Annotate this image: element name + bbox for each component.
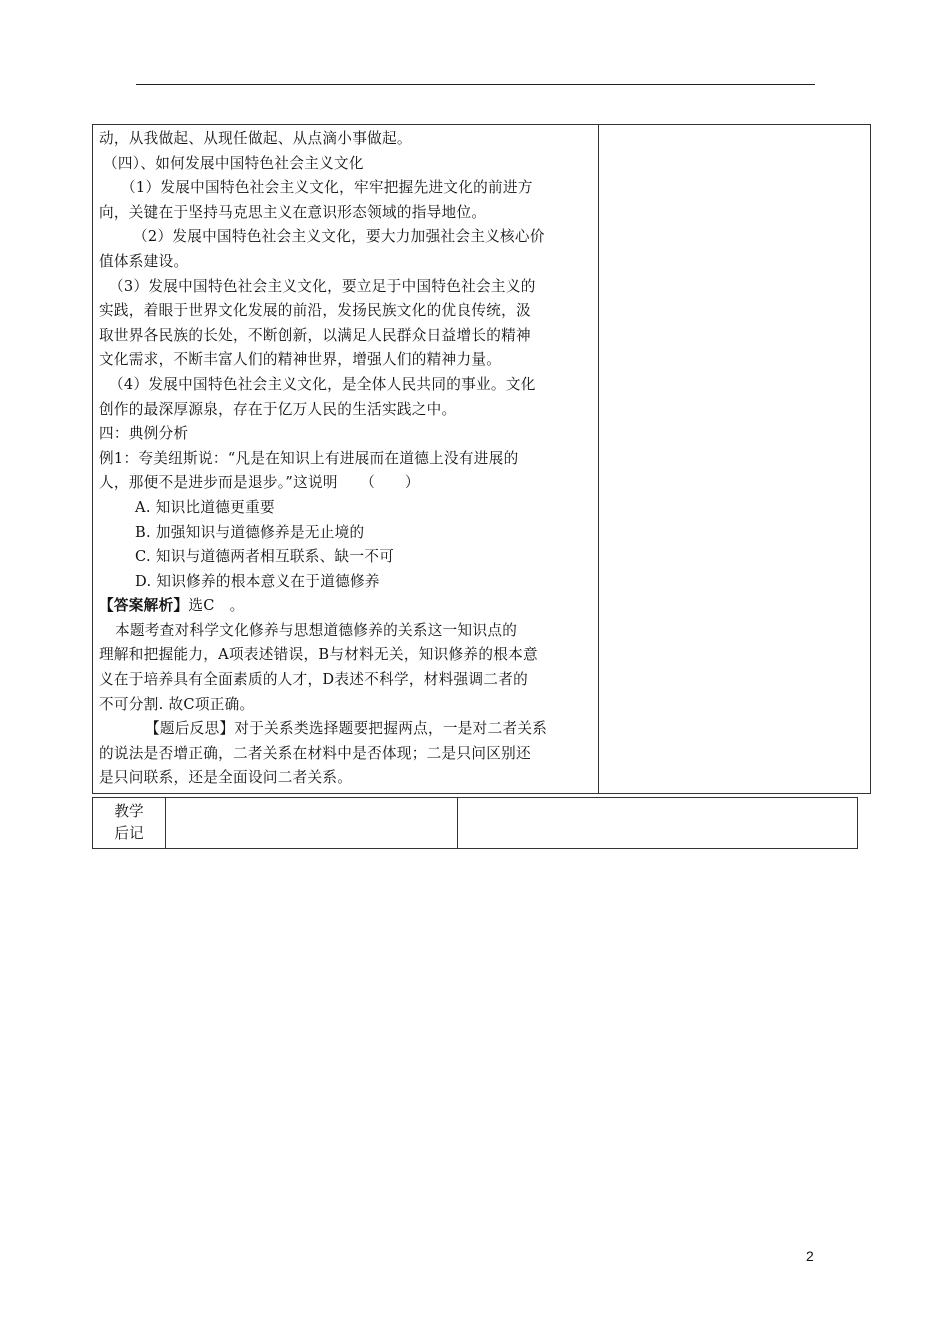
answer-value: 选C 。: [188, 597, 245, 615]
text-line: 的说法是否增正确，二者关系在材料中是否体现；二是只问区别还: [99, 744, 531, 762]
label-line-1: 教学: [114, 803, 144, 820]
teaching-notes-table: [92, 797, 858, 849]
lesson-content-table: [92, 124, 871, 794]
option-c: C. 知识与道德两者相互联系、缺一不可: [135, 548, 395, 566]
text-line: 创作的最深厚源泉，存在于亿万人民的生活实践之中。: [99, 400, 457, 418]
text-line: 向，关键在于坚持马克思主义在意识形态领域的指导地位。: [99, 203, 487, 221]
teaching-notes-label: [93, 798, 166, 849]
text-line: 动，从我做起、从现任做起、从点滴小事做起。: [99, 130, 412, 147]
text-line: 实践，着眼于世界文化发展的前沿，发扬民族文化的优良传统，汲: [99, 302, 531, 320]
content-cell: [93, 125, 599, 794]
text-line: 值体系建设。: [99, 252, 189, 270]
option-d: D. 知识修养的根本意义在于道德修养: [135, 572, 380, 590]
text-line: （1）发展中国特色社会主义文化，牢牢把握先进文化的前进方: [121, 179, 533, 197]
teaching-notes-cell: [166, 798, 458, 849]
text-line: 义在于培养具有全面素质的人才，D表述不科学，材料强调二者的: [99, 671, 529, 689]
reflection-text: 对于关系类选择题要把握两点，一是对二者关系: [234, 720, 548, 738]
section-heading: （四）、如何发展中国特色社会主义文化: [103, 154, 364, 172]
text-line: 不可分割. 故C项正确。: [99, 695, 255, 713]
teaching-notes-extra-cell: [458, 798, 858, 849]
example-question: 人，那便不是进步而是退步。”这说明 （ ）: [99, 474, 420, 492]
header-rule: [136, 84, 815, 85]
reflection-line: [99, 717, 592, 742]
label-line-2: 后记: [114, 825, 144, 842]
option-a: A. 知识比道德更重要: [135, 498, 275, 516]
text-line: 本题考查对科学文化修养与思想道德修养的关系这一知识点的: [115, 621, 518, 639]
option-b: B. 加强知识与道德修养是无止境的: [135, 523, 365, 541]
reflection-label: 【题后反思】: [145, 720, 235, 738]
text-line: （3）发展中国特色社会主义文化，要立足于中国特色社会主义的: [109, 277, 536, 295]
section-heading: 四：典例分析: [99, 425, 189, 443]
notes-cell: [599, 125, 871, 794]
answer-line: [99, 594, 592, 619]
text-line: 取世界各民族的长处，不断创新，以满足人民群众日益增长的精神: [99, 326, 531, 344]
example-question: 例1：夸美纽斯说：“凡是在知识上有进展而在道德上没有进展的: [99, 449, 519, 467]
text-line: （2）发展中国特色社会主义文化，要大力加强社会主义核心价: [133, 228, 545, 246]
answer-label: 【答案解析】: [99, 597, 189, 615]
text-line: 是只问联系，还是全面设问二者关系。: [99, 769, 353, 787]
text-line: （4）发展中国特色社会主义文化，是全体人民共同的事业。文化: [109, 375, 536, 393]
page-number: 2: [806, 1248, 814, 1264]
text-line: 理解和把握能力，A项表述错误，B与材料无关，知识修养的根本意: [99, 646, 538, 664]
text-line: 文化需求，不断丰富人们的精神世界，增强人们的精神力量。: [99, 351, 502, 369]
